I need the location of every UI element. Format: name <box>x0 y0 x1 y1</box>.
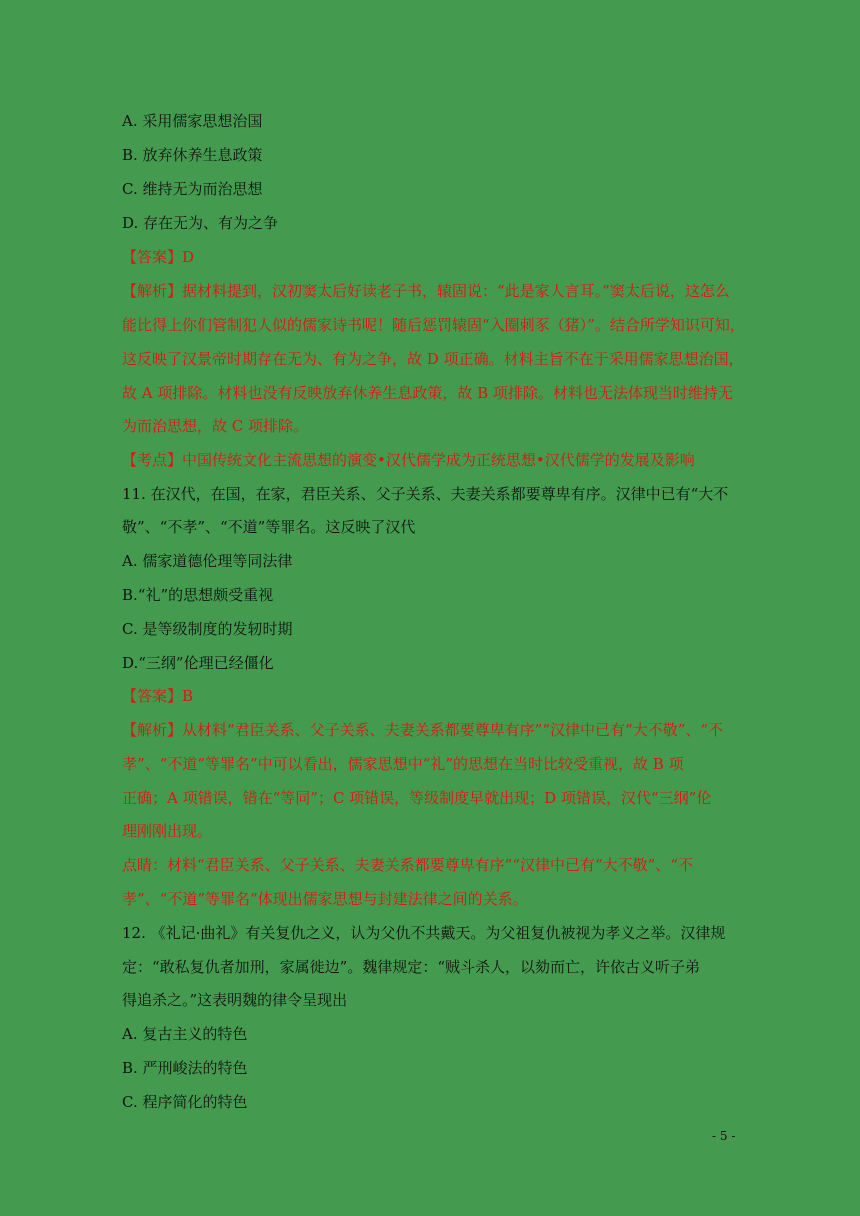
q10-analysis-line-4: 故 A 项排除。材料也没有反映放弃休养生息政策，故 B 项排除。材料也无法体现当时维持无 <box>122 384 733 402</box>
q10-analysis-line-1 <box>122 281 742 301</box>
q12-option-a: A. 复古主义的特色 <box>122 1025 248 1043</box>
q12-option-b: B. 严刑峻法的特色 <box>122 1059 248 1077</box>
q11-option-a: A. 儒家道德伦理等同法律 <box>122 552 293 570</box>
q12-stem-line-2: 定：“敢私复仇者加刑，家属徙边”。魏律规定：“贼斗杀人，以劾而亡，许依古义听子弟 <box>122 958 701 976</box>
q11-option-b: B.“礼”的思想颇受重视 <box>122 586 274 604</box>
q11-analysis-line-2: 孝”、“不道”等罪名”中可以看出，儒家思想中“礼”的思想在当时比较受重视，故 B 项 <box>122 755 684 773</box>
q11-stem-line-1: 11. 在汉代，在国，在家，君臣关系、父子关系、夫妻关系都要尊卑有序。汉律中已有“大不 <box>122 485 729 503</box>
answer-tag: 【答案】 <box>122 248 183 266</box>
answer-value: D <box>182 248 195 266</box>
q11-answer <box>122 686 742 706</box>
point-tag: 【考点】 <box>122 451 183 469</box>
q11-analysis-line-4: 理刚刚出现。 <box>122 822 213 840</box>
q10-analysis-line-5: 为而治思想，故 C 项排除。 <box>122 417 309 435</box>
q12-stem-line-1: 12. 《礼记·曲礼》有关复仇之义，认为父仇不共戴天。为父祖复仇被视为孝义之举。汉律规 <box>122 924 726 942</box>
analysis-text: 据材料提到，汉初窦太后好读老子书，辕固说：“此是家人言耳。”窦太后说，这怎么 <box>182 282 730 300</box>
q10-analysis-line-3: 这反映了汉景帝时期存在无为、有为之争，故 D 项正确。材料主旨不在于采用儒家思想治国， <box>122 350 744 368</box>
q11-option-c: C. 是等级制度的发轫时期 <box>122 620 293 638</box>
q11-analysis-line-1 <box>122 720 742 740</box>
answer-tag: 【答案】 <box>122 687 183 705</box>
page-number: - 5 - <box>712 1129 736 1143</box>
q10-point <box>122 450 742 470</box>
q12-option-c: C. 程序简化的特色 <box>122 1093 248 1111</box>
q11-comment-line-2: 孝”、“不道”等罪名”体现出儒家思想与封建法律之间的关系。 <box>122 890 528 908</box>
q11-option-d: D.“三纲”伦理已经僵化 <box>122 654 274 672</box>
q10-answer <box>122 247 742 267</box>
point-text: 中国传统文化主流思想的演变•汉代儒学成为正统思想•汉代儒学的发展及影响 <box>182 451 695 469</box>
analysis-tag: 【解析】 <box>122 282 183 300</box>
q12-stem-line-3: 得追杀之。”这表明魏的律令呈现出 <box>122 991 348 1009</box>
q10-option-d: D. 存在无为、有为之争 <box>122 214 279 232</box>
answer-value: B <box>182 687 194 705</box>
analysis-tag: 【解析】 <box>122 721 183 739</box>
q10-option-a: A. 采用儒家思想治国 <box>122 112 263 130</box>
q10-analysis-line-2: 能比得上你们管制犯人似的儒家诗书呢！随后惩罚辕固“入圈刺豕（猪）”。结合所学知识可知， <box>122 316 745 334</box>
q10-option-b: B. 放弃休养生息政策 <box>122 146 263 164</box>
q11-stem-line-2: 敬”、“不孝”、“不道”等罪名。这反映了汉代 <box>122 518 416 536</box>
q11-comment-line-1: 点睛：材料“君臣关系、父子关系、夫妻关系都要尊卑有序”“汉律中已有“大不敬”、“不 <box>122 856 694 874</box>
q11-analysis-line-3: 正确；A 项错误，错在“等同”；C 项错误，等级制度早就出现；D 项错误，汉代“三纲”伦 <box>122 789 712 807</box>
q10-option-c: C. 维持无为而治思想 <box>122 180 263 198</box>
analysis-text: 从材料“君臣关系、父子关系、夫妻关系都要尊卑有序”“汉律中已有“大不敬”、“不 <box>182 721 724 739</box>
